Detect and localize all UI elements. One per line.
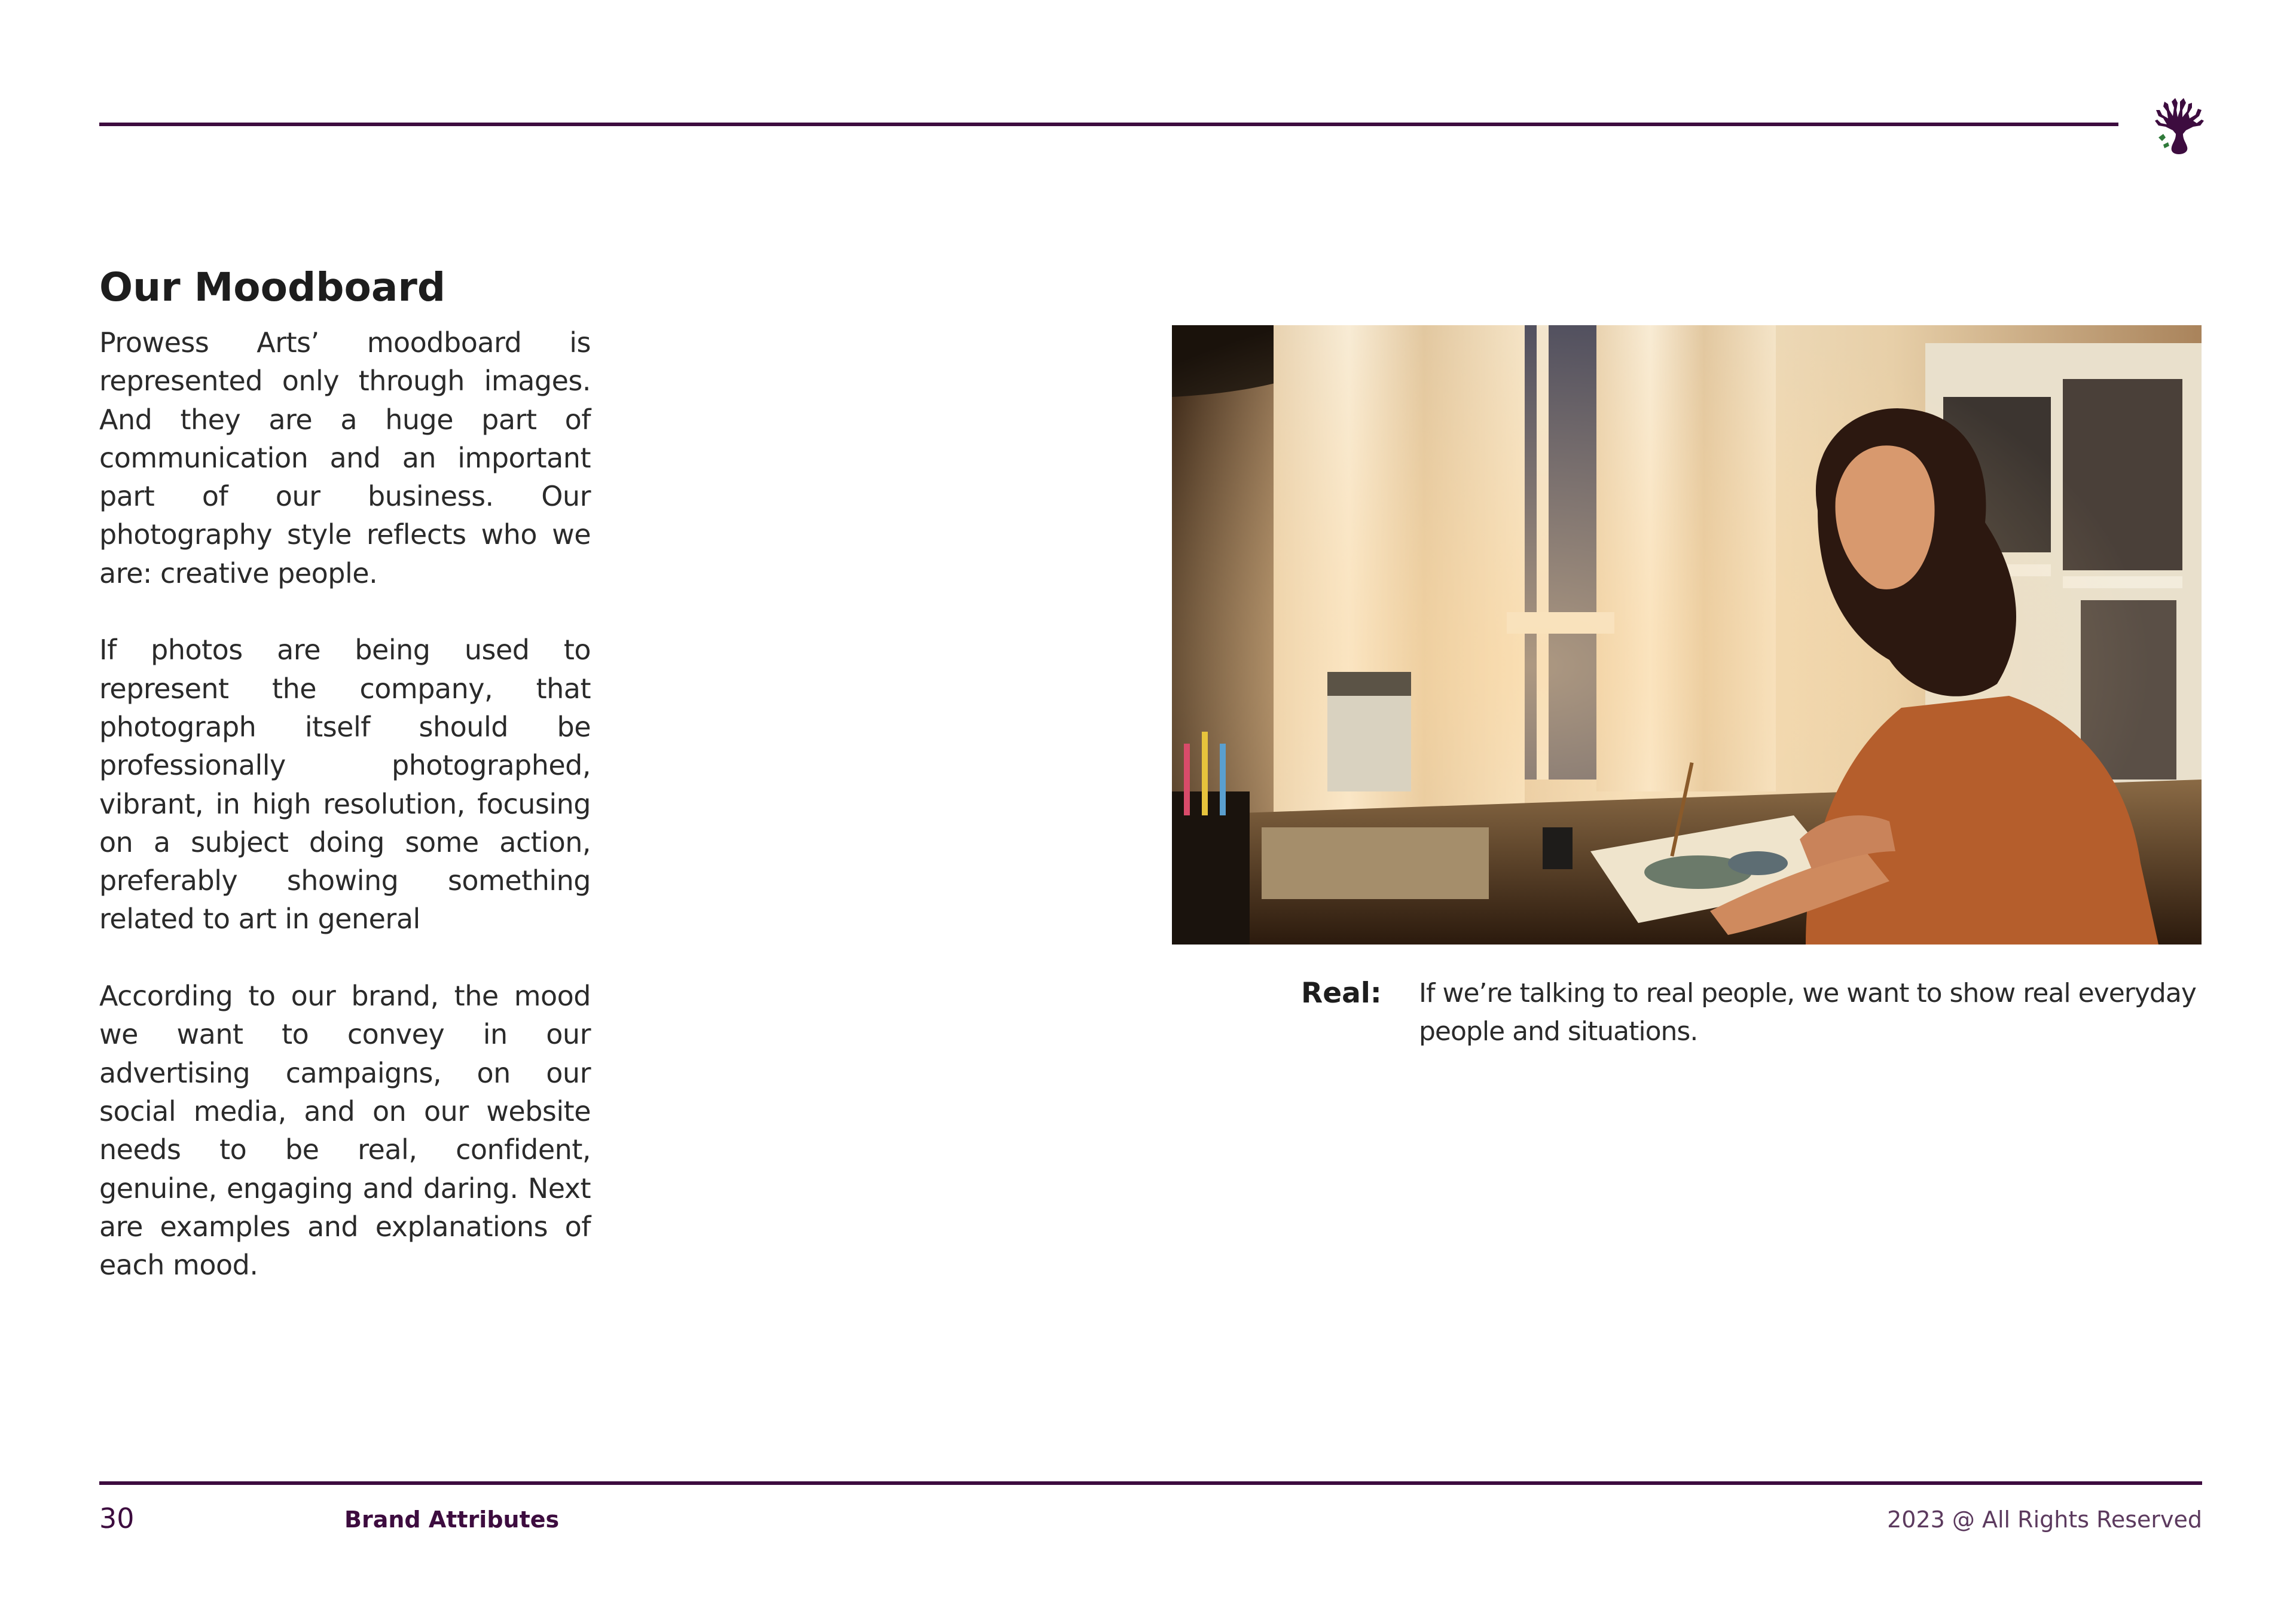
page-title: Our Moodboard <box>99 264 446 310</box>
caption-text: If we’re talking to real people, we want to show real everyday people and situations. <box>1419 978 2196 1047</box>
photo-guidelines-paragraph: If photos are being used to represent the company, that photograph itself should be professionally photographed, vibrant, in high resolution, focusing on a subject doing some action, preferably showing something related to art in general <box>99 634 591 936</box>
header-divider <box>99 123 2118 126</box>
body-text <box>99 323 591 1323</box>
footer-divider <box>99 1481 2202 1485</box>
moodboard-photo <box>1172 325 2202 945</box>
section-name: Brand Attributes <box>344 1506 560 1533</box>
copyright-notice: 2023 @ All Rights Reserved <box>1887 1506 2202 1533</box>
intro-paragraph: Prowess Arts’ moodboard is represented only through images. And they are a huge part of communication and an important part of our business. Our photography style reflects who we are: creative people. <box>99 326 591 589</box>
tree-logo-icon <box>2148 96 2210 155</box>
page-number: 30 <box>99 1502 135 1535</box>
mood-paragraph: According to our brand, the mood we want to convey in our advertising campaigns, on our social media, and on our website needs to be real, confident, genuine, engaging and daring. Next are examples and explanations of each mood. <box>99 980 591 1282</box>
caption-label: Real: <box>1301 977 1382 1010</box>
